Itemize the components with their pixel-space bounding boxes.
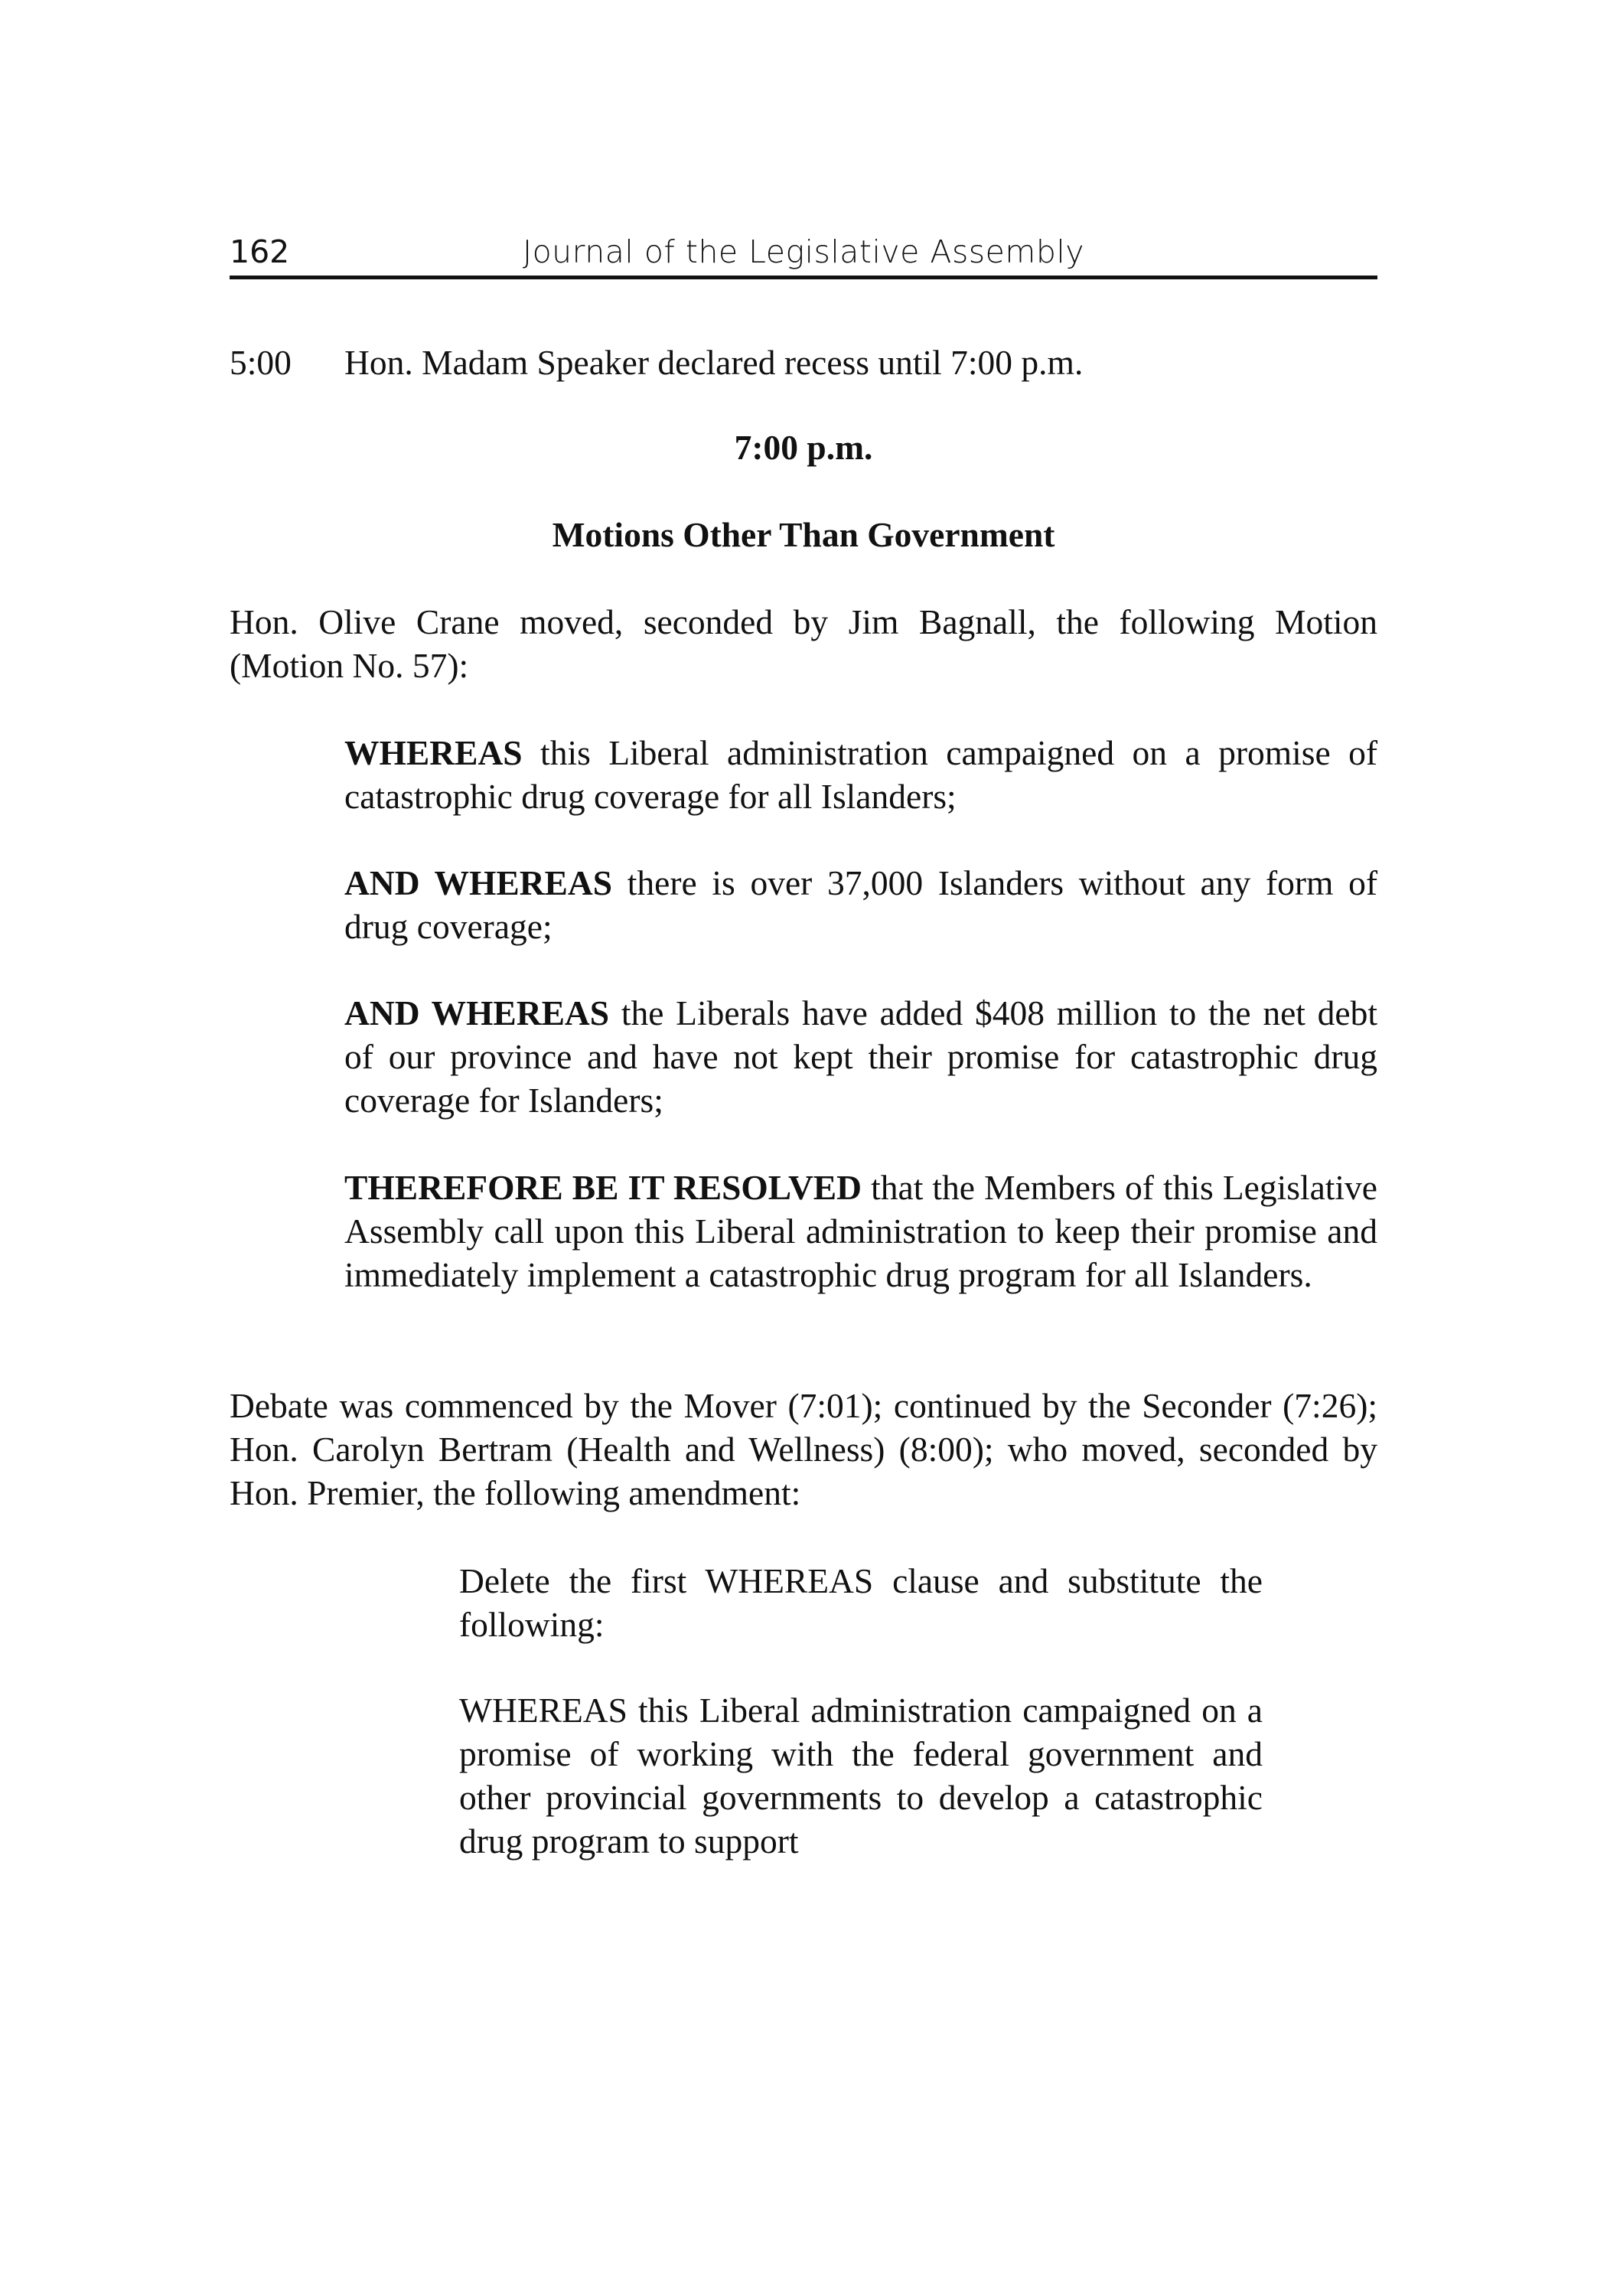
motion-clause-1 [344,731,1377,818]
motion-clause-3 [344,991,1377,1122]
clause-keyword: THEREFORE BE IT RESOLVED [344,1168,862,1207]
clause-text: there is over 37,000 Islanders without any form of drug coverage; [344,863,1377,946]
page-number: 162 [230,233,290,270]
clause-keyword: AND WHEREAS [344,863,613,902]
running-header [230,228,1377,279]
clause-text: this Liberal administration campaigned on a promise of catastrophic drug coverage for all Islanders; [344,733,1377,816]
amendment-instruction: Delete the first WHEREAS clause and substitute the following: [459,1561,1263,1644]
motion-clause-4 [344,1166,1377,1296]
section-heading: Motions Other Than Government [552,515,1055,554]
clause-text: that the Members of this Legislative Assembly call upon this Liberal administration to keep their promise and immediately implement a catastrophic drug program for all Islanders. [344,1168,1377,1294]
motion-clause-2 [344,861,1377,948]
motion-intro: Hon. Olive Crane moved, seconded by Jim Bagnall, the following Motion (Motion No. 57): [230,602,1377,685]
entry-text: Hon. Madam Speaker declared recess until 7:00 p.m. [344,343,1084,382]
amendment-clause: WHEREAS this Liberal administration campaigned on a promise of working with the federal government and other provincial governments to develop a catastrophic drug program to support [459,1691,1263,1861]
recess-entry [230,341,1377,384]
journal-title: Journal of the Legislative Assembly [522,233,1085,270]
clause-keyword: AND WHEREAS [344,993,610,1032]
clause-text: the Liberals have added $408 million to the net debt of our province and have not kept their promise for catastrophic drug coverage for Islanders; [344,993,1377,1120]
entry-time: 5:00 [230,343,292,382]
debate-paragraph: Debate was commenced by the Mover (7:01); continued by the Seconder (7:26); Hon. Carolyn Bertram (Health and Wellness) (8:00); who moved, seconded by Hon. Premier, the following amendment: [230,1386,1377,1512]
time-heading: 7:00 p.m. [734,428,873,467]
clause-keyword: WHEREAS [344,733,523,772]
journal-page [230,0,1377,2296]
